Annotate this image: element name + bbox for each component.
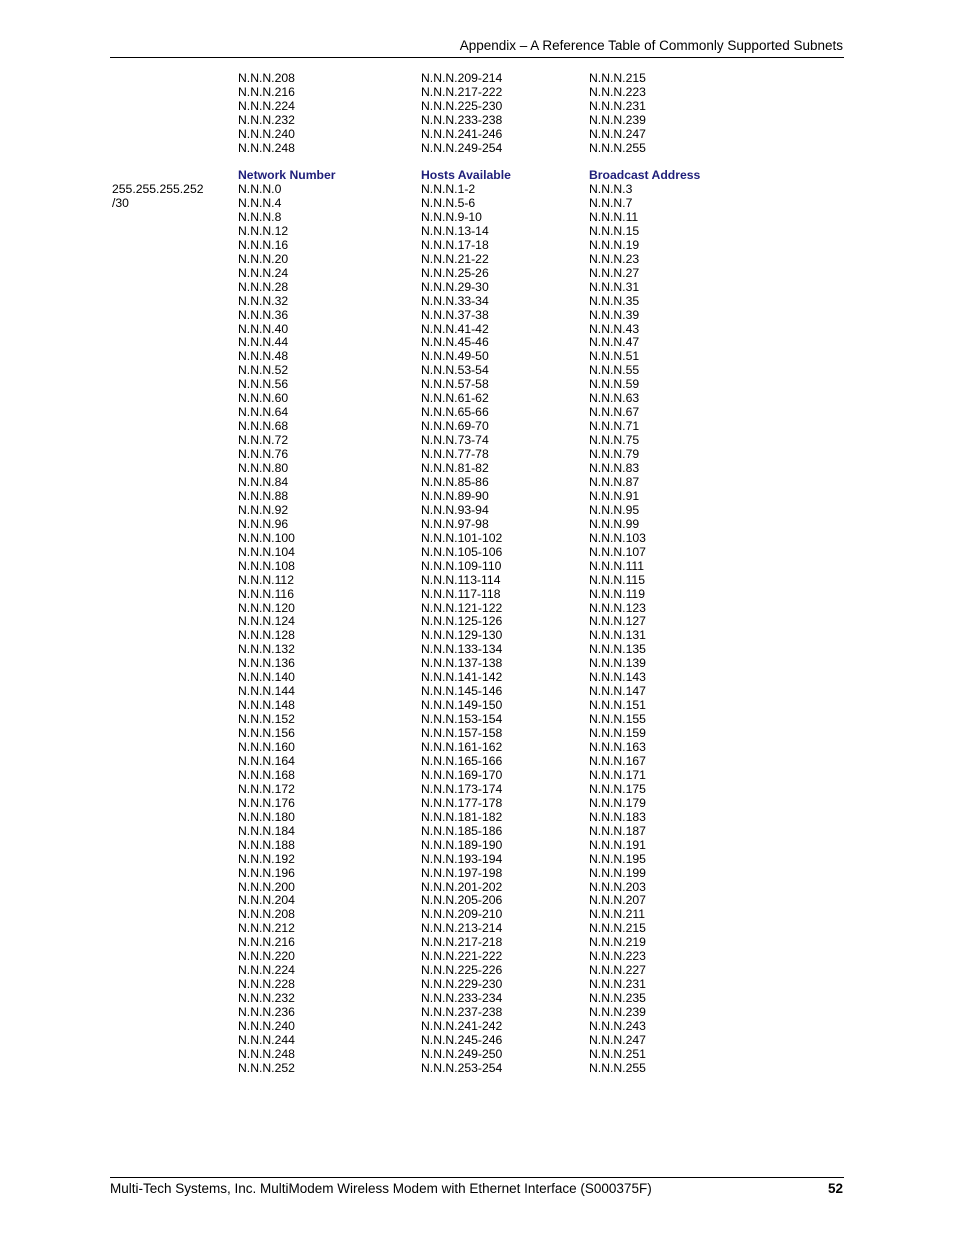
broadcast-address-cell: N.N.N.163: [589, 740, 646, 754]
column-header-broadcast-address: Broadcast Address: [589, 168, 701, 182]
hosts-available-cell: N.N.N.73-74: [421, 433, 489, 448]
broadcast-address-cell: N.N.N.123: [589, 600, 646, 615]
broadcast-address-cell: N.N.N.127: [589, 614, 646, 629]
table-row: [0, 335, 954, 349]
network-number-cell: N.N.N.244: [238, 1032, 295, 1047]
hosts-available-cell: N.N.N.45-46: [421, 335, 489, 350]
hosts-available-cell: N.N.N.201-202: [421, 879, 503, 894]
table-row: [0, 294, 954, 308]
hosts-available-cell: N.N.N.145-146: [421, 684, 503, 699]
broadcast-address-cell: N.N.N.139: [589, 656, 646, 671]
network-number-cell: N.N.N.88: [238, 488, 289, 503]
broadcast-address-cell: N.N.N.35: [589, 293, 640, 308]
network-number-cell: N.N.N.156: [238, 726, 295, 741]
broadcast-address-cell: N.N.N.63: [589, 391, 640, 406]
network-number-cell: N.N.N.112: [238, 572, 294, 587]
hosts-available-cell: N.N.N.93-94: [421, 502, 489, 517]
page-footer: [110, 1180, 843, 1198]
broadcast-address-cell: N.N.N.199: [589, 865, 646, 880]
table-row: [0, 656, 954, 670]
network-number-cell: N.N.N.152: [238, 712, 295, 727]
broadcast-address-cell: N.N.N.251: [589, 1046, 646, 1061]
table-row: [0, 252, 954, 266]
broadcast-address-cell: N.N.N.87: [589, 474, 640, 489]
hosts-available-cell: N.N.N.5-6: [421, 195, 476, 210]
hosts-available-cell: N.N.N.185-186: [421, 823, 503, 838]
hosts-available-cell: N.N.N.193-194: [421, 851, 503, 866]
network-number-cell: N.N.N.232: [238, 991, 295, 1006]
network-number-cell: N.N.N.100: [238, 530, 295, 545]
hosts-available-cell: N.N.N.105-106: [421, 544, 503, 559]
hosts-available-cell: N.N.N.133-134: [421, 642, 503, 657]
network-number-cell: N.N.N.236: [238, 1005, 295, 1020]
broadcast-address-cell: N.N.N.3: [589, 182, 633, 196]
hosts-available-cell: N.N.N.109-110: [421, 558, 502, 573]
footer-text: Multi-Tech Systems, Inc. MultiModem Wireless Modem with Ethernet Interface (S000375F): [110, 1181, 652, 1196]
table-row: [0, 363, 954, 377]
table-row: [0, 587, 954, 601]
hosts-available-cell: N.N.N.209-214: [421, 71, 503, 85]
table-row: [0, 182, 954, 196]
network-number-cell: N.N.N.84: [238, 474, 289, 489]
network-number-cell: N.N.N.176: [238, 795, 295, 810]
table-row: [0, 991, 954, 1005]
table-row: [0, 71, 954, 85]
hosts-available-cell: N.N.N.233-238: [421, 112, 503, 127]
broadcast-address-cell: N.N.N.135: [589, 642, 646, 657]
table-row: [0, 85, 954, 99]
table-row: [0, 99, 954, 113]
broadcast-address-cell: N.N.N.159: [589, 726, 646, 741]
broadcast-address-cell: N.N.N.43: [589, 321, 640, 336]
hosts-available-cell: N.N.N.117-118: [421, 586, 501, 601]
table-row: [0, 740, 954, 754]
broadcast-address-cell: N.N.N.143: [589, 670, 646, 685]
network-number-cell: N.N.N.192: [238, 851, 295, 866]
network-number-cell: N.N.N.172: [238, 781, 295, 796]
broadcast-address-cell: N.N.N.203: [589, 879, 646, 894]
broadcast-address-cell: N.N.N.151: [589, 698, 646, 713]
table-row: [0, 405, 954, 419]
broadcast-address-cell: N.N.N.67: [589, 405, 640, 420]
network-number-cell: N.N.N.248: [238, 140, 295, 155]
broadcast-address-cell: N.N.N.191: [589, 837, 646, 852]
hosts-available-cell: N.N.N.241-242: [421, 1019, 503, 1033]
network-number-cell: N.N.N.208: [238, 71, 295, 85]
network-number-cell: N.N.N.64: [238, 405, 289, 420]
hosts-available-cell: N.N.N.65-66: [421, 405, 489, 420]
hosts-available-cell: N.N.N.69-70: [421, 419, 489, 434]
broadcast-address-cell: N.N.N.231: [589, 977, 646, 992]
network-number-cell: N.N.N.76: [238, 447, 289, 462]
broadcast-address-cell: N.N.N.187: [589, 823, 646, 838]
table-row: [0, 670, 954, 684]
network-number-cell: N.N.N.12: [238, 223, 289, 238]
hosts-available-cell: N.N.N.181-182: [421, 809, 503, 824]
table-row: [0, 1019, 954, 1033]
hosts-available-cell: N.N.N.173-174: [421, 781, 503, 796]
network-number-cell: N.N.N.128: [238, 628, 295, 643]
hosts-available-cell: N.N.N.153-154: [421, 712, 503, 727]
broadcast-address-cell: N.N.N.239: [589, 112, 646, 127]
hosts-available-cell: N.N.N.41-42: [421, 321, 489, 336]
network-number-cell: N.N.N.224: [238, 98, 295, 113]
subnet-prefix-label: /30: [112, 195, 129, 210]
network-number-cell: N.N.N.56: [238, 377, 289, 392]
network-number-cell: N.N.N.40: [238, 321, 289, 336]
broadcast-address-cell: N.N.N.79: [589, 447, 640, 462]
hosts-available-cell: N.N.N.253-254: [421, 1060, 503, 1075]
network-number-cell: N.N.N.108: [238, 558, 295, 573]
table-row: [0, 461, 954, 475]
broadcast-address-cell: N.N.N.223: [589, 949, 646, 964]
table-row: [0, 419, 954, 433]
hosts-available-cell: N.N.N.217-218: [421, 935, 503, 950]
broadcast-address-cell: N.N.N.247: [589, 1032, 646, 1047]
network-number-cell: N.N.N.252: [238, 1060, 295, 1075]
broadcast-address-cell: N.N.N.227: [589, 963, 646, 978]
network-number-cell: N.N.N.200: [238, 879, 295, 894]
hosts-available-cell: N.N.N.141-142: [421, 670, 503, 685]
table-row: [0, 308, 954, 322]
table-row: [0, 266, 954, 280]
running-header: Appendix – A Reference Table of Commonly Supported Subnets: [459, 38, 843, 53]
network-number-cell: N.N.N.148: [238, 698, 295, 713]
network-number-cell: N.N.N.104: [238, 544, 295, 559]
hosts-available-cell: N.N.N.1-2: [421, 182, 476, 196]
hosts-available-cell: N.N.N.49-50: [421, 349, 489, 364]
table-row: [0, 559, 954, 573]
hosts-available-cell: N.N.N.177-178: [421, 795, 503, 810]
network-number-cell: N.N.N.180: [238, 809, 295, 824]
broadcast-address-cell: N.N.N.183: [589, 809, 646, 824]
broadcast-address-cell: N.N.N.255: [589, 1060, 646, 1075]
broadcast-address-cell: N.N.N.51: [589, 349, 640, 364]
hosts-available-cell: N.N.N.225-226: [421, 963, 503, 978]
column-header-hosts-available: Hosts Available: [421, 168, 511, 182]
broadcast-address-cell: N.N.N.175: [589, 781, 646, 796]
hosts-available-cell: N.N.N.129-130: [421, 628, 503, 643]
table-row: [0, 475, 954, 489]
network-number-cell: N.N.N.144: [238, 684, 295, 699]
broadcast-address-cell: N.N.N.167: [589, 753, 646, 768]
broadcast-address-cell: N.N.N.19: [589, 237, 640, 252]
table-row: [0, 447, 954, 461]
table-row: [0, 726, 954, 740]
broadcast-address-cell: N.N.N.15: [589, 223, 640, 238]
broadcast-address-cell: N.N.N.27: [589, 265, 640, 280]
broadcast-address-cell: N.N.N.147: [589, 684, 646, 699]
table-row: [0, 224, 954, 238]
broadcast-address-cell: N.N.N.91: [589, 488, 640, 503]
table-row: [0, 949, 954, 963]
table-row: [0, 349, 954, 363]
table-row: [0, 810, 954, 824]
broadcast-address-cell: N.N.N.111: [589, 558, 645, 573]
broadcast-address-cell: N.N.N.71: [589, 419, 640, 434]
broadcast-address-cell: N.N.N.231: [589, 98, 646, 113]
broadcast-address-cell: N.N.N.83: [589, 461, 640, 475]
network-number-cell: N.N.N.160: [238, 740, 295, 754]
network-number-cell: N.N.N.68: [238, 419, 289, 434]
broadcast-address-cell: N.N.N.155: [589, 712, 646, 727]
hosts-available-cell: N.N.N.13-14: [421, 223, 489, 238]
network-number-cell: N.N.N.120: [238, 600, 295, 615]
broadcast-address-cell: N.N.N.195: [589, 851, 646, 866]
broadcast-address-cell: N.N.N.55: [589, 363, 640, 378]
network-number-cell: N.N.N.28: [238, 279, 289, 294]
network-number-cell: N.N.N.92: [238, 502, 289, 517]
table-row: [0, 573, 954, 587]
table-row: [0, 545, 954, 559]
hosts-available-cell: N.N.N.53-54: [421, 363, 489, 378]
broadcast-address-cell: N.N.N.31: [589, 279, 640, 294]
hosts-available-cell: N.N.N.37-38: [421, 307, 489, 322]
broadcast-address-cell: N.N.N.23: [589, 251, 640, 266]
broadcast-address-cell: N.N.N.47: [589, 335, 640, 350]
network-number-cell: N.N.N.228: [238, 977, 295, 992]
hosts-available-cell: N.N.N.121-122: [421, 600, 503, 615]
table-row: [0, 838, 954, 852]
network-number-cell: N.N.N.248: [238, 1046, 295, 1061]
table-row: [0, 1061, 954, 1075]
network-number-cell: N.N.N.60: [238, 391, 289, 406]
network-number-cell: N.N.N.80: [238, 461, 289, 475]
network-number-cell: N.N.N.240: [238, 126, 295, 141]
broadcast-address-cell: N.N.N.107: [589, 544, 646, 559]
table-row: [0, 196, 954, 210]
broadcast-address-cell: N.N.N.103: [589, 530, 646, 545]
table-row: [0, 977, 954, 991]
hosts-available-cell: N.N.N.161-162: [421, 740, 503, 754]
hosts-available-cell: N.N.N.237-238: [421, 1005, 503, 1020]
broadcast-address-cell: N.N.N.11: [589, 209, 639, 224]
network-number-cell: N.N.N.24: [238, 265, 289, 280]
hosts-available-cell: N.N.N.125-126: [421, 614, 503, 629]
table-row: [0, 377, 954, 391]
hosts-available-cell: N.N.N.209-210: [421, 907, 503, 922]
hosts-available-cell: N.N.N.217-222: [421, 84, 503, 99]
network-number-cell: N.N.N.216: [238, 935, 295, 950]
table-row: [0, 754, 954, 768]
table-row: [0, 824, 954, 838]
broadcast-address-cell: N.N.N.235: [589, 991, 646, 1006]
table-row: [0, 852, 954, 866]
table-row: [0, 1005, 954, 1019]
broadcast-address-cell: N.N.N.179: [589, 795, 646, 810]
table-row: [0, 698, 954, 712]
table-row: [0, 866, 954, 880]
table-row: [0, 768, 954, 782]
network-number-cell: N.N.N.164: [238, 753, 295, 768]
hosts-available-cell: N.N.N.25-26: [421, 265, 489, 280]
table-row: [0, 907, 954, 921]
network-number-cell: N.N.N.16: [238, 237, 289, 252]
network-number-cell: N.N.N.32: [238, 293, 289, 308]
broadcast-address-cell: N.N.N.215: [589, 921, 646, 936]
network-number-cell: N.N.N.96: [238, 516, 289, 531]
table-row: [0, 601, 954, 615]
broadcast-address-cell: N.N.N.207: [589, 893, 646, 908]
table-row: [0, 489, 954, 503]
table-row: [0, 503, 954, 517]
network-number-cell: N.N.N.124: [238, 614, 295, 629]
table-row: [0, 141, 954, 155]
network-number-cell: N.N.N.8: [238, 209, 282, 224]
network-number-cell: N.N.N.52: [238, 363, 289, 378]
hosts-available-cell: N.N.N.89-90: [421, 488, 489, 503]
table-row: [0, 531, 954, 545]
network-number-cell: N.N.N.240: [238, 1019, 295, 1033]
broadcast-address-cell: N.N.N.39: [589, 307, 640, 322]
hosts-available-cell: N.N.N.81-82: [421, 461, 489, 475]
hosts-available-cell: N.N.N.21-22: [421, 251, 489, 266]
hosts-available-cell: N.N.N.241-246: [421, 126, 503, 141]
column-header-network-number: Network Number: [238, 168, 336, 182]
broadcast-address-cell: N.N.N.59: [589, 377, 640, 392]
broadcast-address-cell: N.N.N.211: [589, 907, 645, 922]
table-row: [0, 893, 954, 907]
table-row: [0, 628, 954, 642]
network-number-cell: N.N.N.4: [238, 195, 282, 210]
table-row: [0, 517, 954, 531]
hosts-available-cell: N.N.N.233-234: [421, 991, 503, 1006]
network-number-cell: N.N.N.36: [238, 307, 289, 322]
hosts-available-cell: N.N.N.57-58: [421, 377, 489, 392]
table-row: [0, 113, 954, 127]
hosts-available-cell: N.N.N.61-62: [421, 391, 489, 406]
hosts-available-cell: N.N.N.157-158: [421, 726, 503, 741]
hosts-available-cell: N.N.N.189-190: [421, 837, 503, 852]
hosts-available-cell: N.N.N.229-230: [421, 977, 503, 992]
table-row: [0, 322, 954, 336]
hosts-available-cell: N.N.N.137-138: [421, 656, 503, 671]
header-divider: [110, 57, 844, 58]
broadcast-address-cell: N.N.N.247: [589, 126, 646, 141]
network-number-cell: N.N.N.72: [238, 433, 289, 448]
hosts-available-cell: N.N.N.165-166: [421, 753, 503, 768]
broadcast-address-cell: N.N.N.171: [589, 767, 646, 782]
hosts-available-cell: N.N.N.249-250: [421, 1046, 503, 1061]
table-row: [0, 1033, 954, 1047]
network-number-cell: N.N.N.196: [238, 865, 295, 880]
hosts-available-cell: N.N.N.9-10: [421, 209, 482, 224]
broadcast-address-cell: N.N.N.219: [589, 935, 646, 950]
table-row: [0, 684, 954, 698]
network-number-cell: N.N.N.48: [238, 349, 289, 364]
network-number-cell: N.N.N.184: [238, 823, 295, 838]
table-row: [0, 238, 954, 252]
network-number-cell: N.N.N.0: [238, 182, 282, 196]
hosts-available-cell: N.N.N.97-98: [421, 516, 489, 531]
broadcast-address-cell: N.N.N.243: [589, 1019, 646, 1033]
table-header-row: [0, 168, 954, 182]
hosts-available-cell: N.N.N.149-150: [421, 698, 503, 713]
hosts-available-cell: N.N.N.169-170: [421, 767, 503, 782]
table-row: [0, 935, 954, 949]
hosts-available-cell: N.N.N.113-114: [421, 572, 501, 587]
network-number-cell: N.N.N.232: [238, 112, 295, 127]
page-number: 52: [827, 1181, 843, 1196]
hosts-available-cell: N.N.N.33-34: [421, 293, 489, 308]
hosts-available-cell: N.N.N.221-222: [421, 949, 503, 964]
hosts-available-cell: N.N.N.29-30: [421, 279, 489, 294]
network-number-cell: N.N.N.220: [238, 949, 295, 964]
broadcast-address-cell: N.N.N.95: [589, 502, 640, 517]
network-number-cell: N.N.N.188: [238, 837, 295, 852]
table-row: [0, 963, 954, 977]
table-row: [0, 614, 954, 628]
network-number-cell: N.N.N.212: [238, 921, 295, 936]
network-number-cell: N.N.N.168: [238, 767, 295, 782]
network-number-cell: N.N.N.140: [238, 670, 295, 685]
subnet-mask-label: 255.255.255.252: [112, 182, 204, 196]
table-row: [0, 433, 954, 447]
table-row: [0, 210, 954, 224]
table-row: [0, 1047, 954, 1061]
table-row: [0, 921, 954, 935]
table-row: [0, 782, 954, 796]
table-row: [0, 642, 954, 656]
broadcast-address-cell: N.N.N.239: [589, 1005, 646, 1020]
table-row: [0, 712, 954, 726]
broadcast-address-cell: N.N.N.115: [589, 572, 645, 587]
hosts-available-cell: N.N.N.225-230: [421, 98, 503, 113]
broadcast-address-cell: N.N.N.75: [589, 433, 640, 448]
broadcast-address-cell: N.N.N.119: [589, 586, 645, 601]
table-row: [0, 880, 954, 894]
table-row: [0, 796, 954, 810]
network-number-cell: N.N.N.136: [238, 656, 295, 671]
hosts-available-cell: N.N.N.245-246: [421, 1032, 503, 1047]
network-number-cell: N.N.N.44: [238, 335, 289, 350]
broadcast-address-cell: N.N.N.223: [589, 84, 646, 99]
broadcast-address-cell: N.N.N.215: [589, 71, 646, 85]
broadcast-address-cell: N.N.N.131: [589, 628, 646, 643]
hosts-available-cell: N.N.N.85-86: [421, 474, 489, 489]
broadcast-address-cell: N.N.N.7: [589, 195, 633, 210]
hosts-available-cell: N.N.N.197-198: [421, 865, 503, 880]
network-number-cell: N.N.N.132: [238, 642, 295, 657]
hosts-available-cell: N.N.N.213-214: [421, 921, 503, 936]
hosts-available-cell: N.N.N.101-102: [421, 530, 503, 545]
network-number-cell: N.N.N.216: [238, 84, 295, 99]
broadcast-address-cell: N.N.N.99: [589, 516, 640, 531]
table-row: [0, 391, 954, 405]
network-number-cell: N.N.N.204: [238, 893, 295, 908]
network-number-cell: N.N.N.116: [238, 586, 294, 601]
network-number-cell: N.N.N.208: [238, 907, 295, 922]
table-row: [0, 280, 954, 294]
footer-divider: [110, 1177, 844, 1178]
hosts-available-cell: N.N.N.249-254: [421, 140, 503, 155]
hosts-available-cell: N.N.N.77-78: [421, 447, 489, 462]
hosts-available-cell: N.N.N.17-18: [421, 237, 489, 252]
hosts-available-cell: N.N.N.205-206: [421, 893, 503, 908]
broadcast-address-cell: N.N.N.255: [589, 140, 646, 155]
table-row: [0, 127, 954, 141]
network-number-cell: N.N.N.20: [238, 251, 289, 266]
network-number-cell: N.N.N.224: [238, 963, 295, 978]
